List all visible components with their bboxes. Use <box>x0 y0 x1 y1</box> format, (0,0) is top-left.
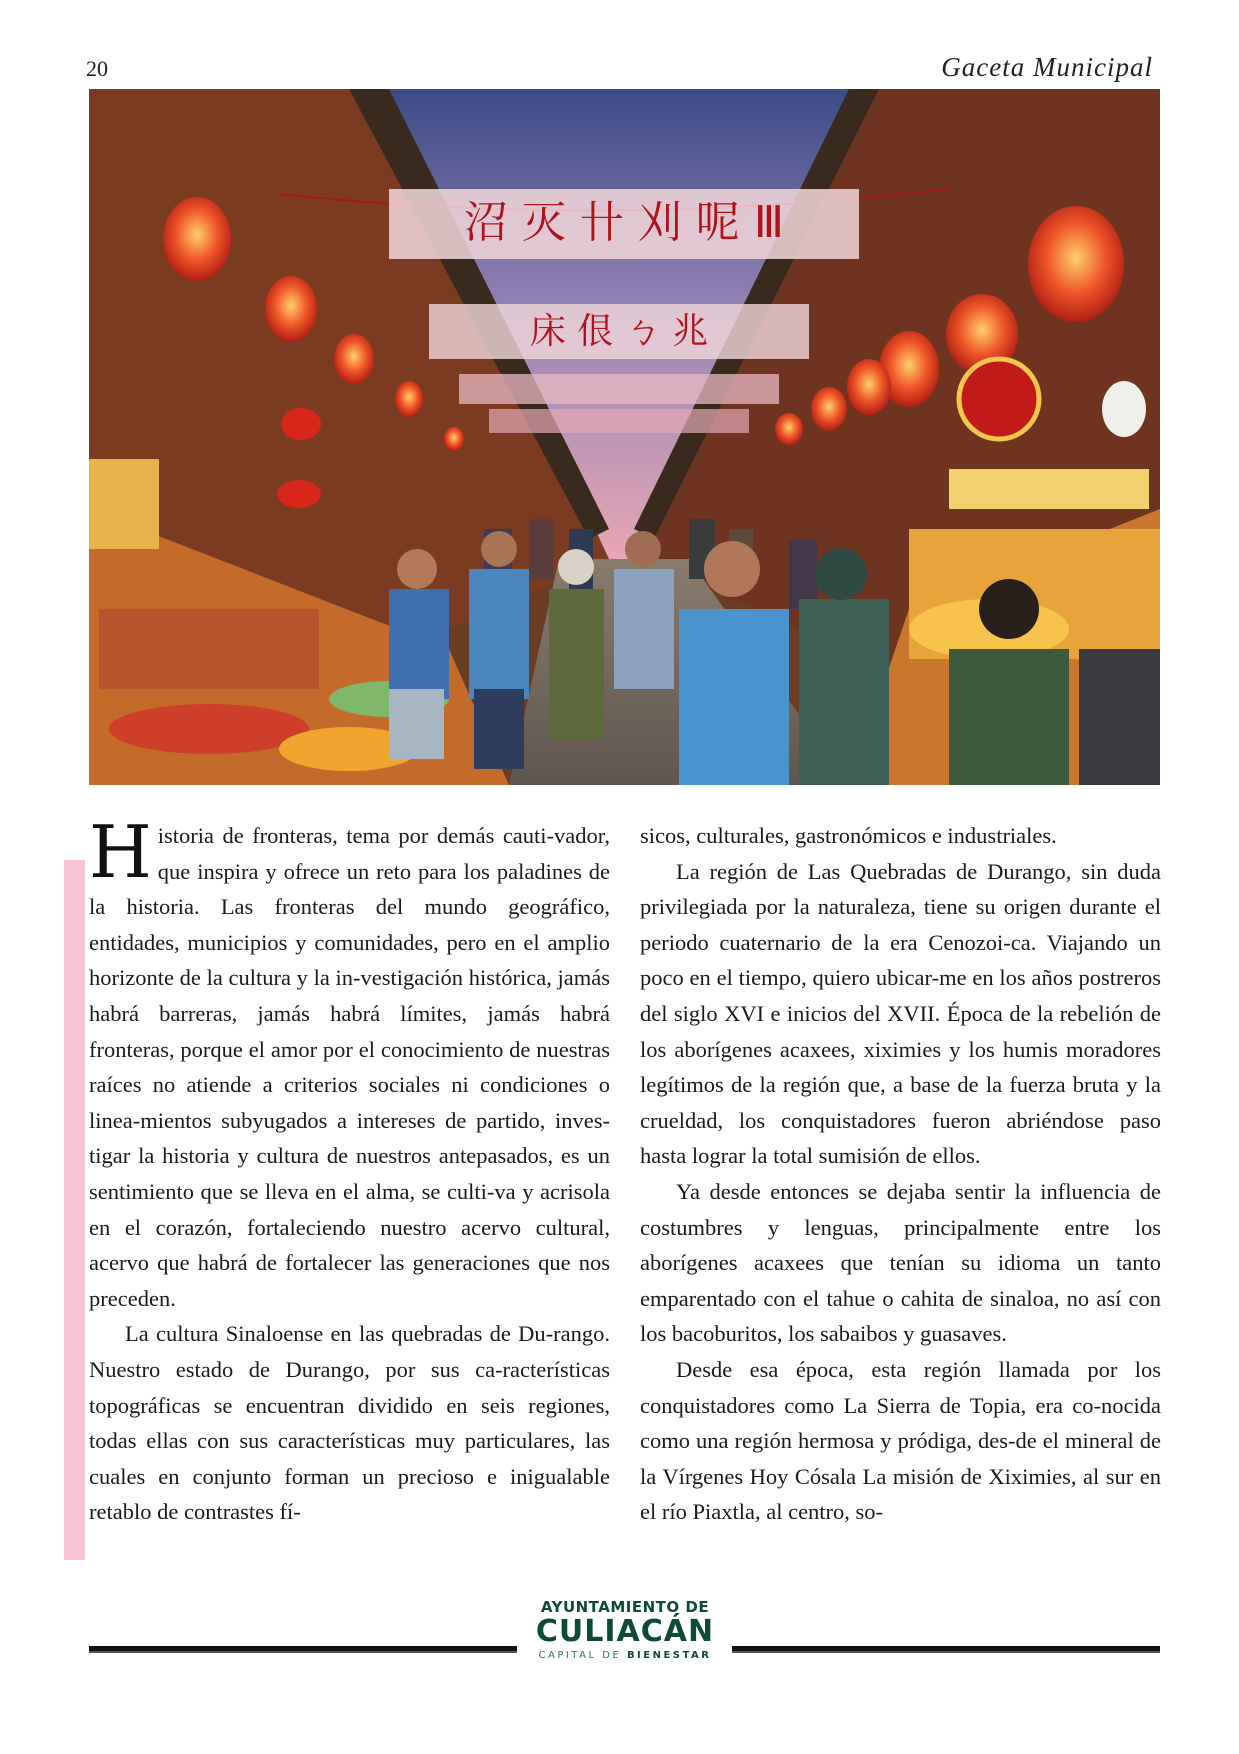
paragraph-text: istoria de fronteras, tema por demás cauti-vador, que inspira y ofrece un reto para los paladines de la historia. Las fronteras del mundo geográfico, entidades, municipios y comunidades, pero en el amplio horizonte de la cultura y la in-vestigación histórica, jamás habrá barreras, jamás habrá límites, jamás habrá fronteras, porque el amor por el conocimiento de nuestras raíces no atiende a criterios sociales ni condiciones o linea-mientos subyugados a intereses de partido, inves-tigar la historia y cultura de nuestros antepasados, es un sentimiento que se lleva en el alma, se culti-va y acrisola en el corazón, fortaleciendo nuestro acervo cultural, acervo que habrá de fortalecer las generaciones que nos preceden. <box>89 823 610 1311</box>
article-column-right <box>640 818 1161 1530</box>
paragraph: La región de Las Quebradas de Durango, sin duda privilegiada por la naturaleza, tiene su origen durante el periodo cuaternario de la era Cenozoi-ca. Viajando un poco en el tiempo, quiero ubicar-me en los años postreros del siglo XVI e inicios del XVII. Época de la rebelión de los aborígenes acaxees, xiximies y los humis moradores legítimos de la región que, a base de la fuerza bruta y la crueldad, los conquistadores fueron abriéndose paso hasta lograr la total sumisión de ellos. <box>640 858 1161 1169</box>
paragraph: sicos, culturales, gastronómicos e industriales. <box>640 823 1057 848</box>
footer-rule-left <box>89 1646 517 1653</box>
accent-bar <box>64 860 85 1560</box>
logo-line-2: CULIACÁN <box>535 1614 715 1649</box>
banner-text-1: 沼 灭 卄 刈 呢 Ⅲ <box>463 197 785 248</box>
paragraph <box>89 810 610 1316</box>
logo-line-1: AYUNTAMIENTO DE <box>540 1598 710 1616</box>
article-column-left <box>89 810 610 1530</box>
page-number: 20 <box>86 56 108 81</box>
drop-cap: H <box>89 810 152 894</box>
paragraph: La cultura Sinaloense en las quebradas de Du-rango. Nuestro estado de Durango, por sus ca-racterísticas topográficas se encuentran dividido en seis regiones, todas ellas con sus características muy particulares, las cuales en conjunto forman un precioso e inigualable retablo de contrastes fí- <box>89 1321 610 1525</box>
footer-rule-right <box>732 1646 1160 1653</box>
publication-title: Gaceta Municipal <box>941 52 1153 82</box>
banner-text-2: 床 佷 ㄅ 兆 <box>529 311 709 352</box>
logo-line-3-b: BIENESTAR <box>626 1650 712 1661</box>
paragraph: Desde esa época, esta región llamada por los conquistadores como La Sierra de Topia, era co-nocida como una región hermosa y pródiga, des-de el mineral de la Vírgenes Hoy Cósala La misión de Xiximies, al sur en el río Piaxtla, al centro, so- <box>640 1356 1161 1525</box>
ayuntamiento-logo <box>530 1598 720 1661</box>
paragraph: Ya desde entonces se dejaba sentir la influencia de costumbres y lenguas, principalmente entre los aborígenes acaxees que tenían su idioma un tanto emparentado con el tahue o cahita de sinaloa, no así con los bacoburitos, los sabaibos y guasaves. <box>640 1178 1161 1347</box>
logo-line-3-a: CAPITAL DE <box>538 1650 627 1661</box>
market-photo <box>89 89 1160 785</box>
market-illustration <box>89 89 1160 785</box>
logo-line-3 <box>530 1650 720 1661</box>
